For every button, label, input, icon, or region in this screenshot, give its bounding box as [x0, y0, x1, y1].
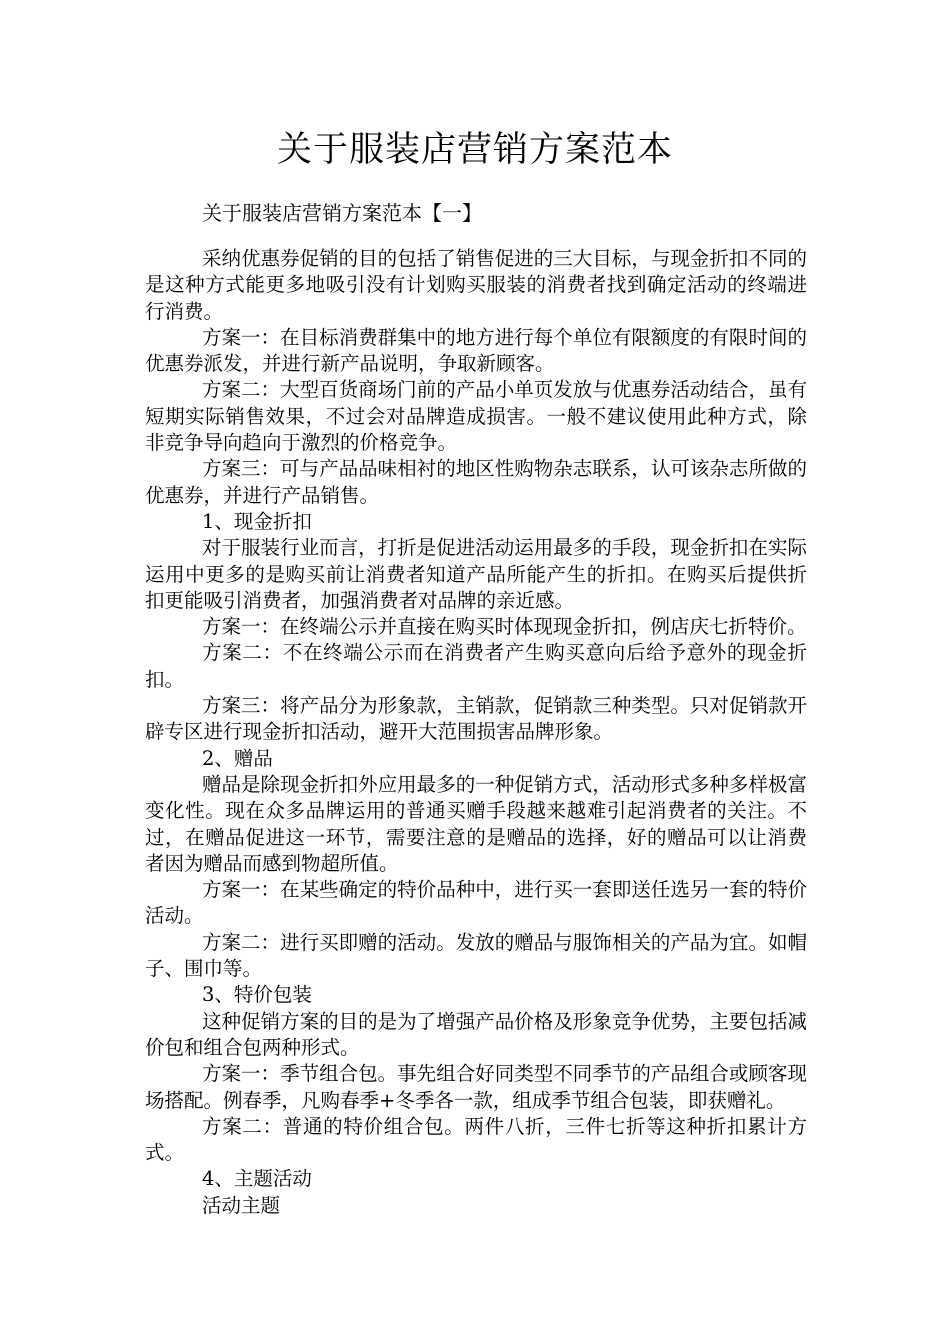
paragraph-package-plan-1: 方案一：季节组合包。事先组合好同类型不同季节的产品组合或顾客现场搭配。例春季，凡购春季+冬季各一款，组成季节组合包装，即获赠礼。 [145, 1062, 807, 1112]
paragraph-coupon-plan-3: 方案三：可与产品品味相衬的地区性购物杂志联系，认可该杂志所做的优惠券，并进行产品销售。 [145, 457, 807, 507]
paragraph-package-plan-2: 方案二：普通的特价组合包。两件八折，三件七折等这种折扣累计方式。 [145, 1114, 807, 1165]
paragraph-coupon-plan-2: 方案二：大型百货商场门前的产品小单页发放与优惠券活动结合，虽有短期实际销售效果，不过会对品牌造成损害。一般不建议使用此种方式，除非竞争导向趋向于激烈的价格竞争。 [145, 378, 807, 455]
paragraph-activity-theme: 活动主题 [202, 1193, 281, 1217]
paragraph-gift-plan-2: 方案二：进行买即赠的活动。发放的赠品与服饰相关的产品为宜。如帽子、围巾等。 [145, 930, 807, 981]
paragraph-intro: 采纳优惠券促销的目的包括了销售促进的三大目标，与现金折扣不同的是这种方式能更多地吸引没有计划购买服装的消费者找到确定活动的终端进行消费。 [145, 247, 807, 323]
section-heading-cash-discount: 1、现金折扣 [202, 509, 312, 533]
paragraph-gift-plan-1: 方案一：在某些确定的特价品种中，进行买一套即送任选另一套的特价活动。 [145, 878, 807, 928]
paragraph-special-package: 这种促销方案的目的是为了增强产品价格及形象竞争优势，主要包括减价包和组合包两种形式。 [145, 1009, 807, 1059]
paragraph-discount-plan-1: 方案一：在终端公示并直接在购买时体现现金折扣，例店庆七折特价。 [202, 615, 807, 639]
section-heading-gifts: 2、赠品 [202, 746, 273, 770]
section-heading-special-package: 3、特价包装 [202, 983, 312, 1007]
section-heading-theme-activity: 4、主题活动 [202, 1167, 312, 1191]
document-subtitle: 关于服装店营销方案范本【一】 [202, 201, 482, 225]
document-body [145, 246, 807, 1219]
paragraph-coupon-plan-1: 方案一：在目标消费群集中的地方进行每个单位有限额度的有限时间的优惠券派发，并进行新产品说明，争取新顾客。 [145, 325, 807, 376]
paragraph-discount-plan-3: 方案三：将产品分为形象款，主销款，促销款三种类型。只对促销款开辟专区进行现金折扣活动，避开大范围损害品牌形象。 [145, 694, 807, 744]
paragraph-gifts: 赠品是除现金折扣外应用最多的一种促销方式，活动形式多种多样极富变化性。现在众多品牌运用的普通买赠手段越来越难引起消费者的关注。不过，在赠品促进这一环节，需要注意的是赠品的选择，好的赠品可以让消费者因为赠品而感到物超所值。 [145, 772, 807, 875]
document-title: 关于服装店营销方案范本 [276, 130, 673, 170]
paragraph-cash-discount: 对于服装行业而言，打折是促进活动运用最多的手段，现金折扣在实际运用中更多的是购买前让消费者知道产品所能产生的折扣。在购买后提供折扣更能吸引消费者，加强消费者对品牌的亲近感。 [145, 536, 807, 612]
paragraph-discount-plan-2: 方案二：不在终端公示而在消费者产生购买意向后给予意外的现金折扣。 [145, 641, 807, 691]
